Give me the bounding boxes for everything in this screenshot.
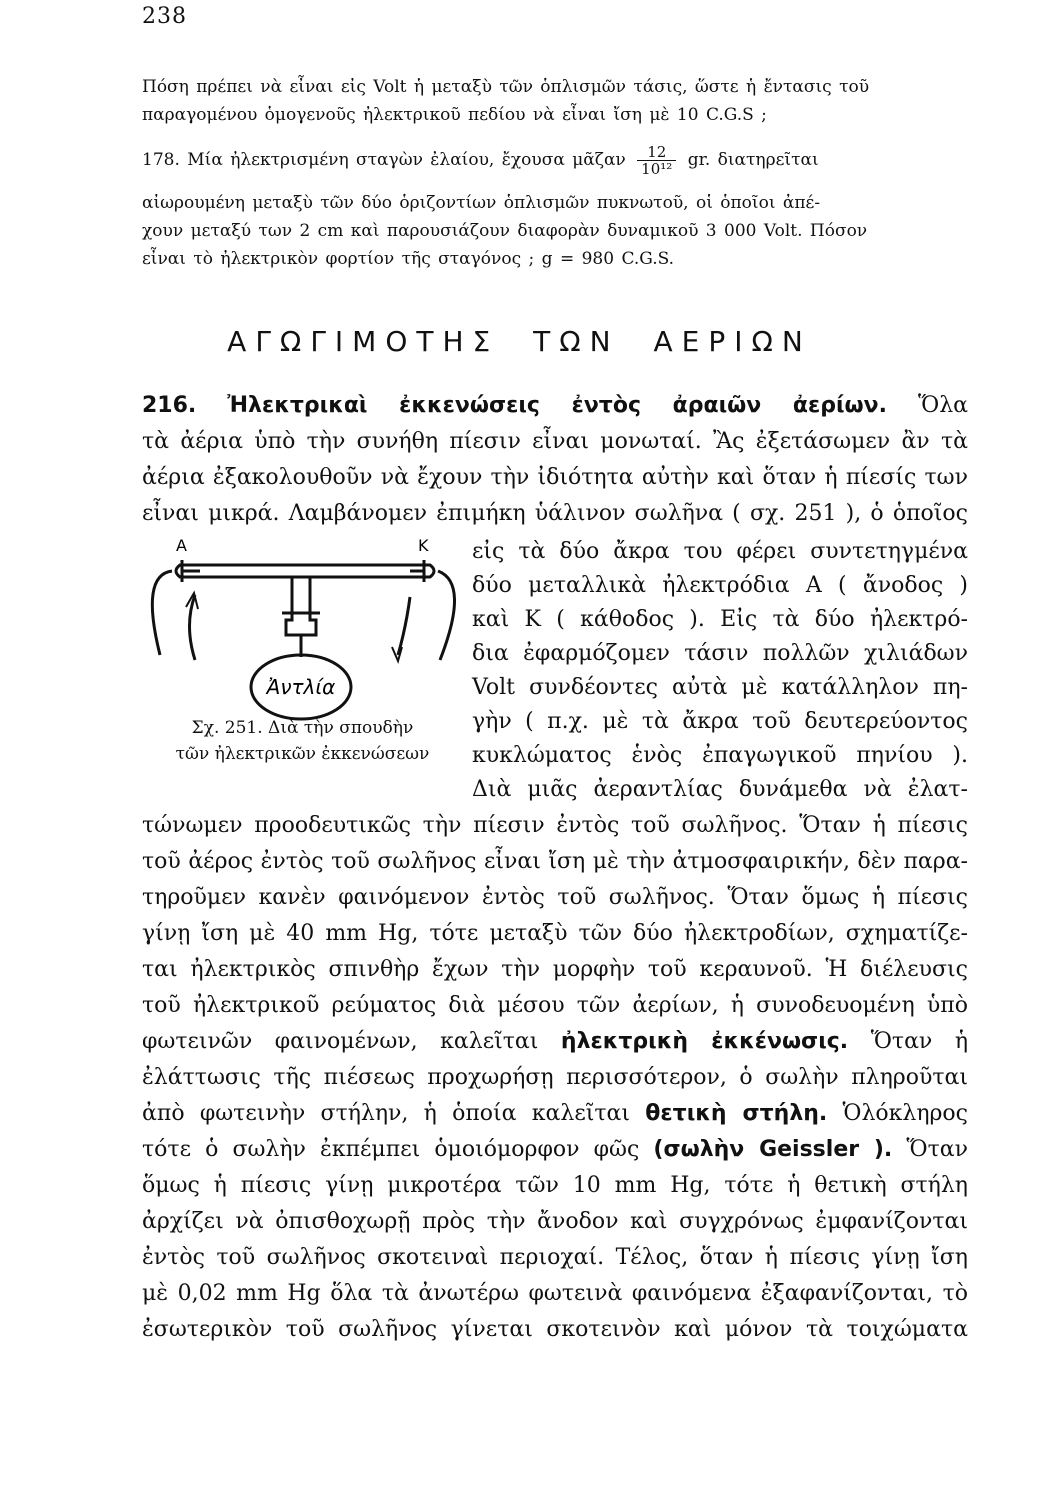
body-line: εἶναι μικρά. Λαμβάνομεν ἐπιμήκη ὑάλινον σωλῆνα ( σχ. 251 ), ὁ ὁποῖος [142,501,968,526]
fraction-denominator: 10¹² [641,160,673,178]
glass-tube [176,565,434,577]
body-line: ἐντὸς τοῦ σωλῆνος σκοτειναὶ περιοχαί. Τέλος, ὅταν ἡ πίεσις γίνῃ ἴση [142,1245,968,1270]
body-line: ἐσωτερικὸν τοῦ σωλῆνος γίνεται σκοτεινὸν καὶ μόνον τὰ τοιχώματα [142,1317,968,1342]
body-line: μὲ 0,02 mm Hg ὅλα τὰ ἀνωτέρω φωτεινὰ φαινόμενα ἐξαφανίζονται, τὸ [142,1281,968,1306]
body-line [142,1136,968,1164]
discharge-tube-figure [140,535,470,735]
exercise-line: χουν μεταξύ των 2 cm καὶ παρουσιάζουν διαφορὰν δυναμικοῦ 3 000 Volt. Πόσον [142,221,868,241]
body-text: Ὅταν ἡ [870,1029,969,1054]
chapter-heading: ΑΓΩΓΙΜΟΤΗΣ ΤΩΝ ΑΕΡΙΩΝ [227,325,812,358]
body-line: τηροῦμεν κανὲν φαινόμενον ἐντὸς τοῦ σωλῆνος. Ὅταν ὅμως ἡ πίεσις [142,885,968,910]
body-line: ἀρχίζει νὰ ὀπισθοχωρῇ πρὸς τὴν ἄνοδον καὶ συγχρόνως ἐμφανίζονται [142,1209,968,1234]
figure-caption: τῶν ἠλεκτρικῶν ἐκκενώσεων [175,744,430,764]
body-line: Volt συνδέοντες αὐτὰ μὲ κατάλληλον πη- [472,675,968,700]
body-line [142,1100,968,1128]
body-text: Ὁλόκληρος [842,1101,968,1126]
body-line: καὶ Κ ( κάθοδος ). Εἰς τὰ δύο ἠλεκτρό- [472,607,968,632]
exercise-line: αἰωρουμένη μεταξὺ τῶν δύο ὁριζοντίων ὁπλισμῶν πυκνωτοῦ, οἱ ὁποῖοι ἀπέ- [142,193,821,213]
pump-label: Ἀντλία [266,675,336,699]
exercise-line: παραγομένου ὁμογενοῦς ἠλεκτρικοῦ πεδίου νὰ εἶναι ἴση μὲ 10 C.G.S ; [142,105,767,125]
body-line: ται ἠλεκτρικὸς σπινθὴρ ἔχων τὴν μορφὴν τοῦ κεραυνοῦ. Ἡ διέλευσις [142,957,968,982]
body-text: φωτεινῶν φαινομένων, καλεῖται [142,1029,539,1054]
term-geissler-tube: (σωλὴν Geissler ). [653,1137,893,1162]
body-line: ἀέρια ἐξακολουθοῦν νὰ ἔχουν τὴν ἰδιότητα αὐτὴν καὶ ὅταν ἡ πίεσίς των [142,465,968,490]
exercise-178-line [142,144,819,177]
body-line: δύο μεταλλικὰ ἠλεκτρόδια Α ( ἄνοδος ) [472,573,968,598]
term-positive-column: θετικὴ στήλη. [645,1101,828,1126]
figure-caption: Σχ. 251. Διὰ τὴν σπουδὴν [191,718,414,738]
section-line-text: Ὅλα [917,393,968,418]
body-line: τοῦ ἠλεκτρικοῦ ρεύματος διὰ μέσου τῶν ἀερίων, ἡ συνοδευομένη ὑπὸ [142,993,968,1018]
return-wire-left [190,595,196,660]
body-line [142,1028,968,1056]
body-text: τότε ὁ σωλὴν ἐκπέμπει ὁμοιόμορφον φῶς [142,1137,640,1162]
cathode-label: K [418,536,429,555]
section-number: 216. [142,393,197,418]
exercise-line: Πόση πρέπει νὰ εἶναι εἰς Volt ἡ μεταξὺ τῶν ὁπλισμῶν τάσις, ὥστε ἡ ἔντασις τοῦ [142,77,870,97]
body-line: εἰς τὰ δύο ἄκρα του φέρει συντετηγμένα [472,539,968,564]
body-line: Διὰ μιᾶς ἀεραντλίας δυνάμεθα νὰ ἐλατ- [472,777,968,802]
section-title-line [142,392,968,420]
mass-fraction [637,144,676,177]
wire-right [438,571,455,660]
body-line: τὰ ἀέρια ὑπὸ τὴν συνήθη πίεσιν εἶναι μονωταί. Ἂς ἐξετάσωμεν ἂν τὰ [142,429,968,454]
return-wire-right [398,597,410,655]
body-line: τώνωμεν προοδευτικῶς τὴν πίεσιν ἐντὸς τοῦ σωλῆνος. Ὅταν ἡ πίεσις [142,813,968,838]
fraction-numerator: 12 [637,144,676,161]
anode-label: A [176,536,187,555]
body-text: ἀπὸ φωτεινὴν στήλην, ἡ ὁποία καλεῖται [142,1101,631,1126]
body-line: γίνῃ ἴση μὲ 40 mm Hg, τότε μεταξὺ τῶν δύο ἠλεκτροδίων, σχηματίζε- [142,921,968,946]
exercise-178-text: 178. Μία ἠλεκτρισμένη σταγὼν ἐλαίου, ἔχουσα μᾶζαν [142,150,626,170]
exercise-line: εἶναι τὸ ἠλεκτρικὸν φορτίον τῆς σταγόνος ; g = 980 C.G.S. [142,249,675,269]
body-line: δια ἐφαρμόζομεν τάσιν πολλῶν χιλιάδων [472,641,968,666]
section-title: Ἠλεκτρικαὶ ἐκκενώσεις ἐντὸς ἀραιῶν ἀερίων. [227,393,888,418]
wire-left [152,571,172,655]
body-line: κυκλώματος ἑνὸς ἐπαγωγικοῦ πηνίου ). [472,743,968,768]
body-line: τοῦ ἀέρος ἐντὸς τοῦ σωλῆνος εἶναι ἴση μὲ τὴν ἀτμοσφαιρικήν, δὲν παρα- [142,849,968,874]
term-electric-discharge: ἠλεκτρικὴ ἐκκένωσις. [560,1029,849,1054]
pump-tube [286,577,316,635]
page-number: 238 [142,4,187,29]
body-line: γὴν ( π.χ. μὲ τὰ ἄκρα τοῦ δευτερεύοντος [472,709,968,734]
exercise-178-text-end: gr. διατηρεῖται [687,150,819,170]
body-text: Ὅταν [906,1137,969,1162]
body-line: ἐλάττωσις τῆς πιέσεως προχωρήσῃ περισσότερον, ὁ σωλὴν πληροῦται [142,1065,968,1090]
body-line: ὅμως ἡ πίεσις γίνῃ μικροτέρα τῶν 10 mm Hg, τότε ἡ θετικὴ στήλη [142,1173,968,1198]
